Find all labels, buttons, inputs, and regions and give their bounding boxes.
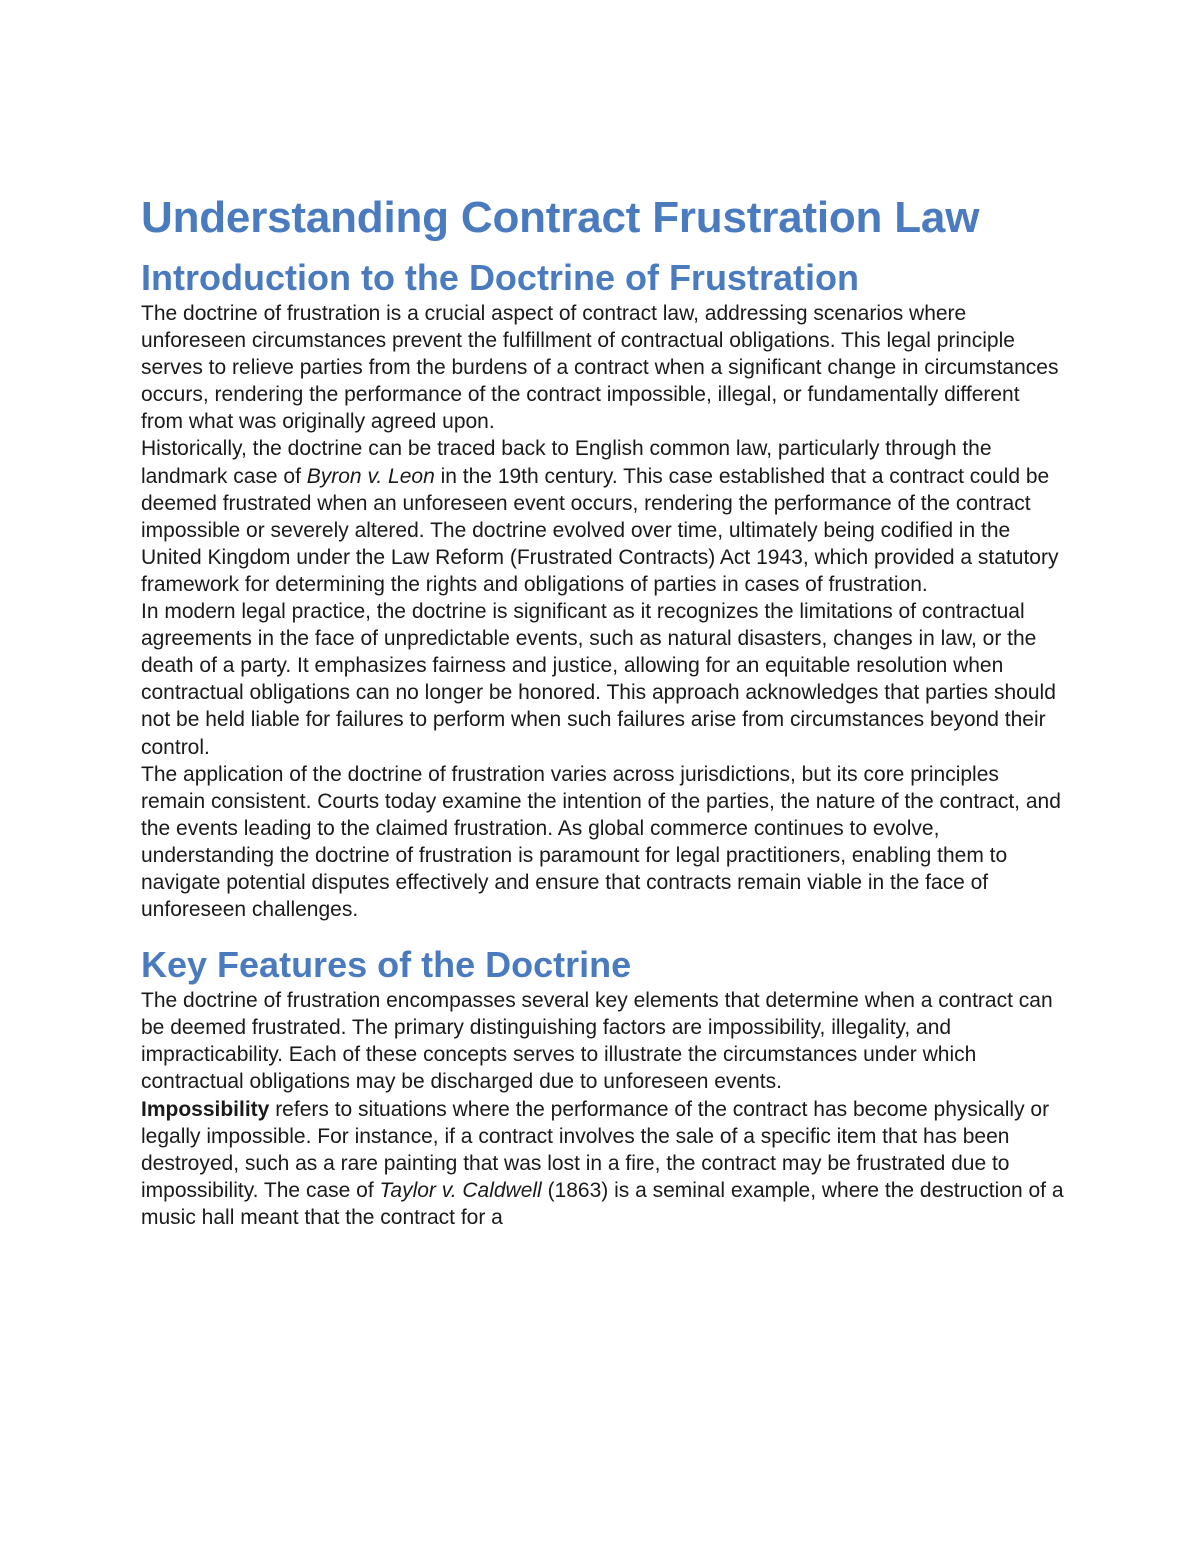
key-features-paragraph-impossibility <box>141 1096 1066 1231</box>
intro-paragraph-1: The doctrine of frustration is a crucial aspect of contract law, addressing scenarios where unforeseen circumstances prevent the fulfillment of contractual obligations. This legal principle serves to relieve parties from the burdens of a contract when a significant change in circumstances occurs, rendering the performance of the contract impossible, illegal, or fundamentally different from what was originally agreed upon. <box>141 302 1059 434</box>
intro-paragraph-4: The application of the doctrine of frustration varies across jurisdictions, but its core principles remain consistent. Courts today examine the intention of the parties, the nature of the contract, and the events leading to the claimed frustration. As global commerce continues to evolve, understanding the doctrine of frustration is paramount for legal practitioners, enabling them to navigate potential disputes effectively and ensure that contracts remain viable in the face of unforeseen challenges. <box>141 762 1061 922</box>
key-features-paragraph-1: The doctrine of frustration encompasses several key elements that determine when a contract can be deemed frustrated. The primary distinguishing factors are impossibility, illegality, and impracticability. Each of these concepts serves to illustrate the circumstances under which contractual obligations may be discharged due to unforeseen events. <box>141 989 1053 1094</box>
case-citation: Byron v. Leon <box>306 464 435 488</box>
paragraph-text: (1863) is a seminal example, where the destruction of a music hall meant that the contract for a <box>141 1178 1064 1229</box>
section-heading-introduction: Introduction to the Doctrine of Frustration <box>141 257 859 298</box>
document-body <box>141 190 1066 1231</box>
section-heading-key-features: Key Features of the Doctrine <box>141 944 632 986</box>
page-title: Understanding Contract Frustration Law <box>141 193 980 242</box>
intro-paragraph-3: In modern legal practice, the doctrine is significant as it recognizes the limitations of contractual agreements in the face of unpredictable events, such as natural disasters, changes in law, or the death of a party. It emphasizes fairness and justice, allowing for an equitable resolution when contractual obligations can no longer be honored. This approach acknowledges that parties should not be held liable for failures to perform when such failures arise from circumstances beyond their control. <box>141 600 1056 759</box>
case-citation: Taylor v. Caldwell <box>379 1178 542 1202</box>
paragraph-text: in the 19th century. This case established that a contract could be deemed frustrated when an unforeseen event occurs, rendering the performance of the contract impossible or severely altered. The doctrine evolved over time, ultimately being codified in the United Kingdom under the Law Reform (Frustrated Contracts) Act 1943, which provided a statutory framework for determining the rights and obligations of parties in cases of frustration. <box>141 464 1059 596</box>
defined-term: Impossibility <box>141 1097 270 1121</box>
intro-paragraph-2 <box>141 435 1066 598</box>
paragraph-text: Historically, the doctrine can be traced back to English common law, particularly through the landmark case of <box>141 437 992 488</box>
paragraph-text: refers to situations where the performance of the contract has become physically or legally impossible. For instance, if a contract involves the sale of a specific item that has been destroyed, such as a rare painting that was lost in a fire, the contract may be frustrated due to impossibility. The case of <box>141 1097 1050 1202</box>
